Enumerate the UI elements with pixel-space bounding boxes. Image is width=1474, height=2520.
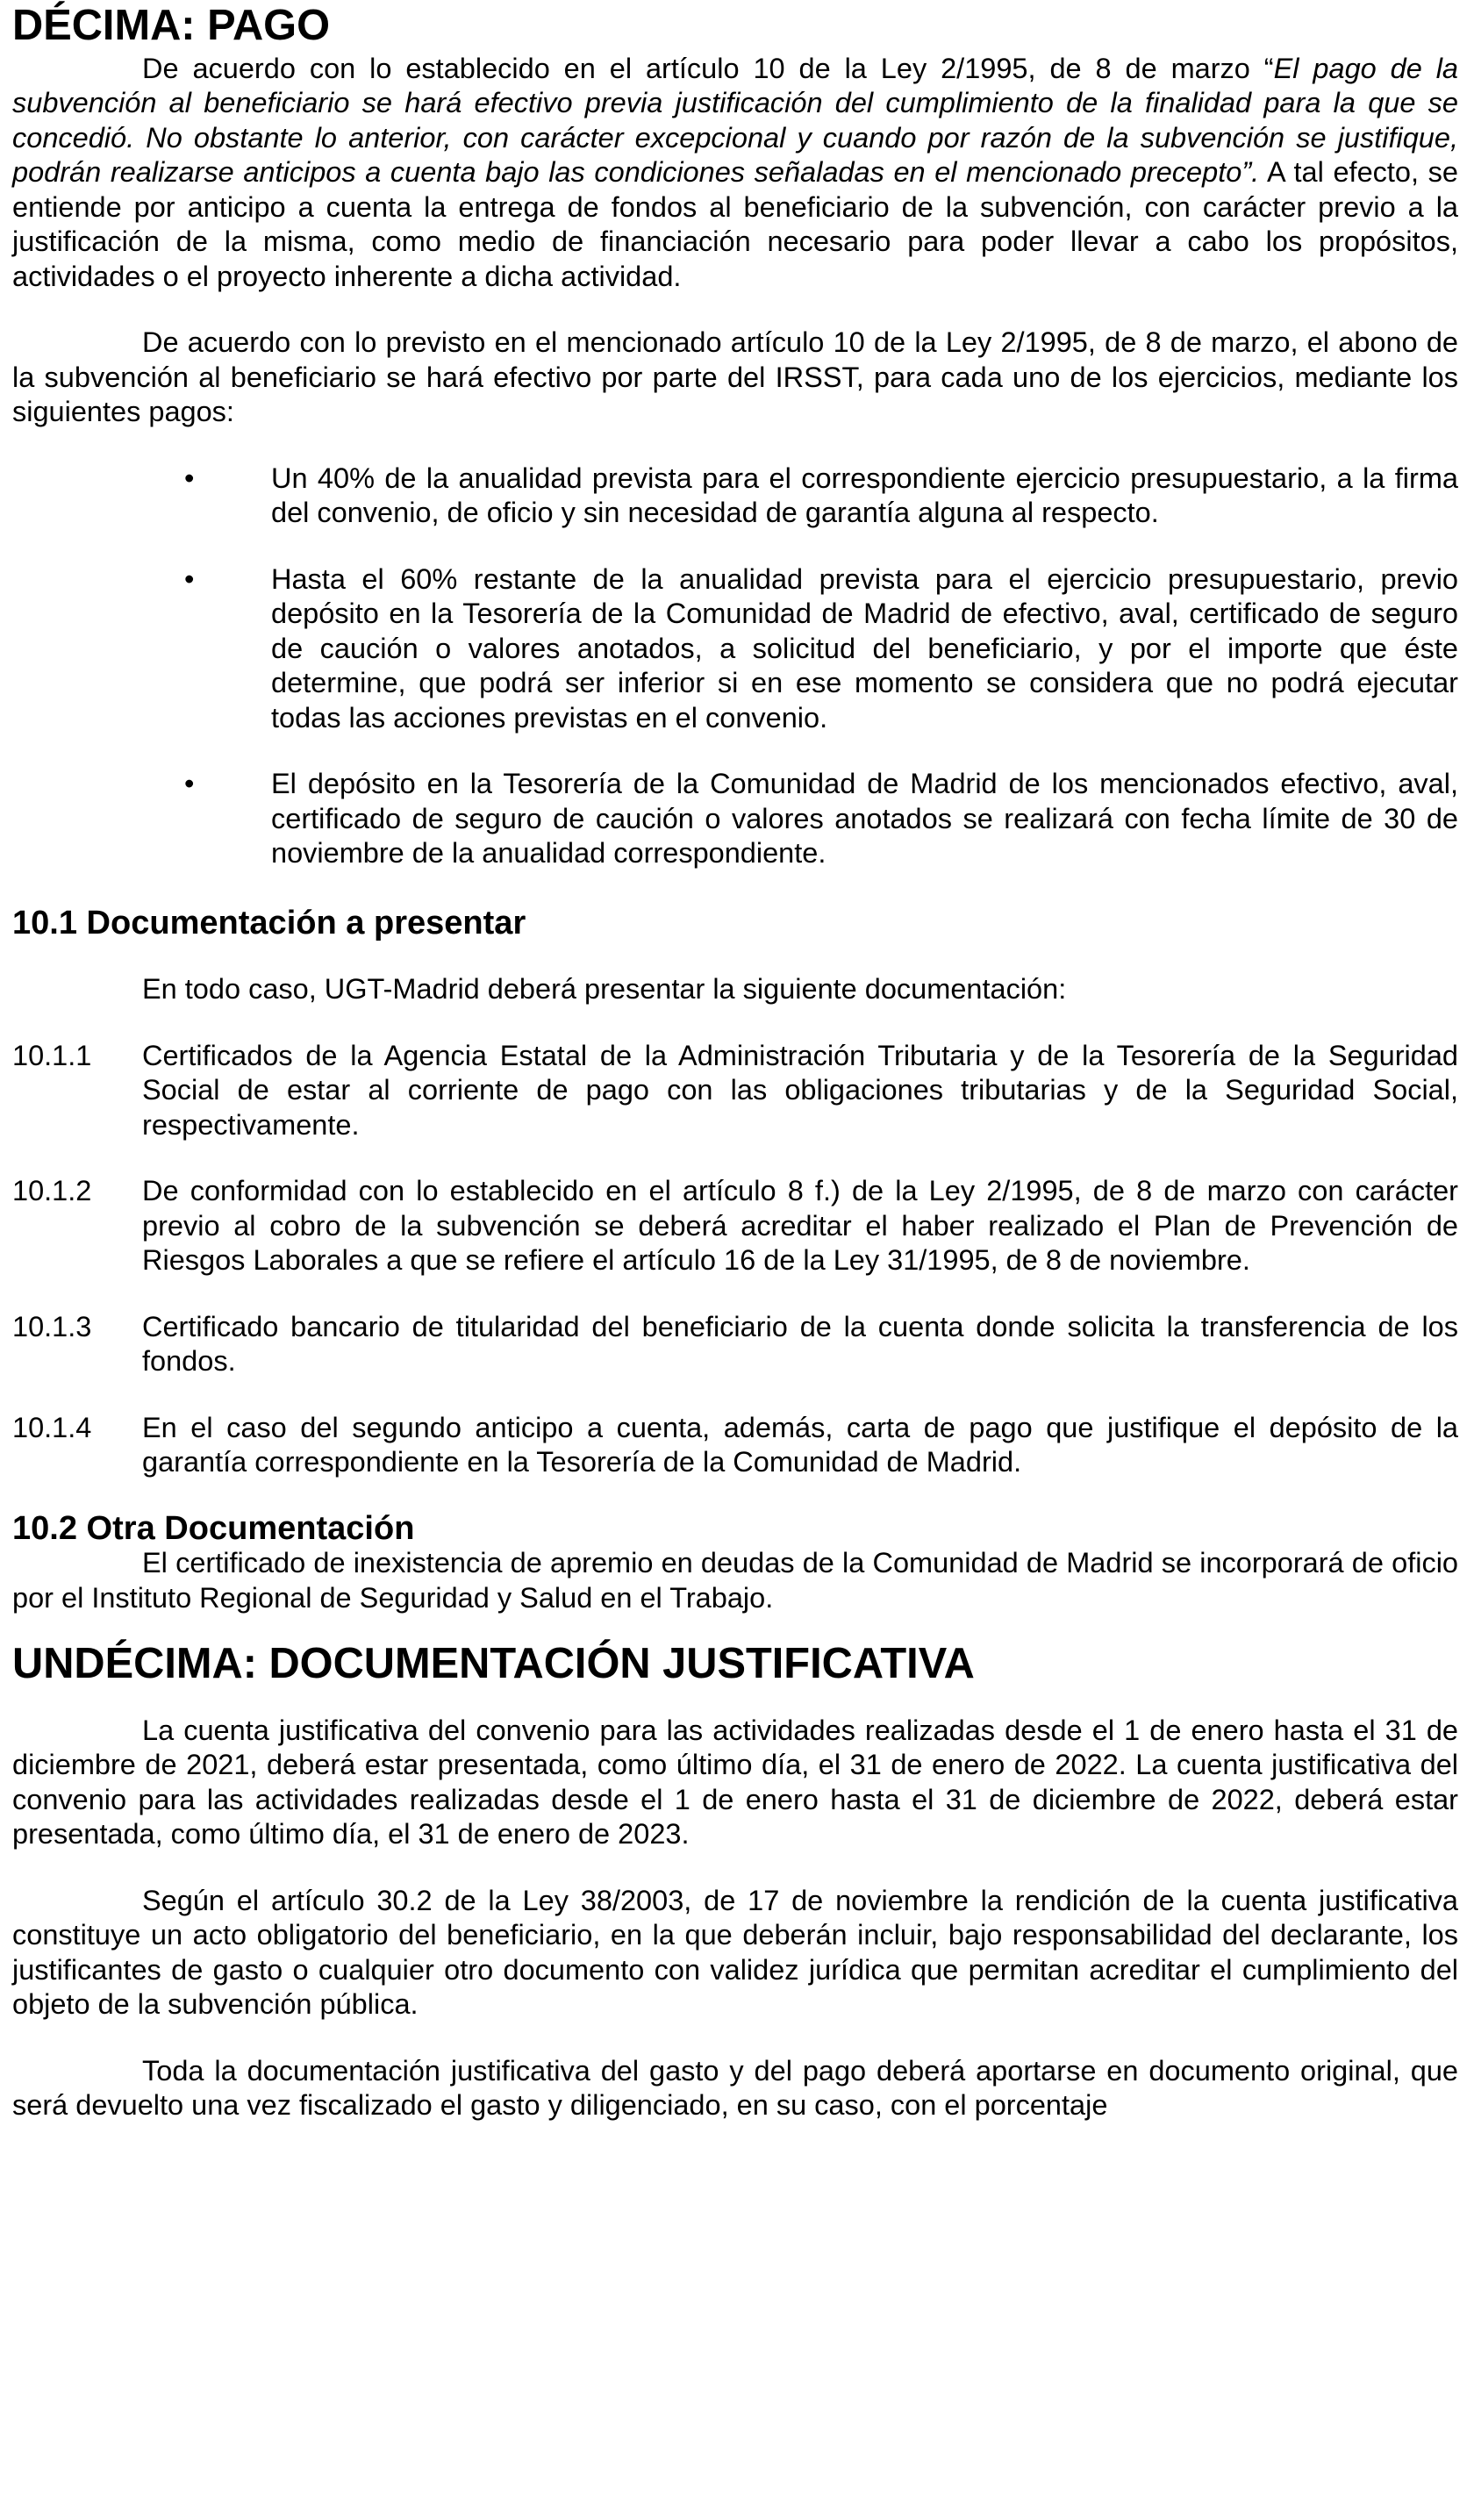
- item-number: 10.1.4: [12, 1411, 92, 1443]
- subsection-heading-10-1: 10.1 Documentación a presentar: [12, 904, 526, 941]
- paragraph-tail-text: A tal efecto, se entiende por anticipo a cuenta la entrega de fondos al beneficiario de la subvención, con carácter previo a la justificación de la misma, como medio de financiación necesario para poder llevar a cabo los propósitos, actividades o el proyecto inherente a dicha actividad.: [12, 156, 1458, 292]
- numbered-item: [12, 1174, 1458, 1278]
- paragraph-lead-text: De acuerdo con lo establecido en el artículo 10 de la Ley 2/1995, de 8 de marzo “: [142, 52, 1274, 84]
- documentation-intro: En todo caso, UGT-Madrid deberá presentar la siguiente documentación:: [142, 973, 1067, 1005]
- item-text: En el caso del segundo anticipo a cuenta, además, carta de pago que justifique el depósito de la garantía correspondiente en la Tesorería de la Comunidad de Madrid.: [142, 1411, 1458, 1478]
- bullet-item: [12, 767, 1458, 871]
- bullet-icon: •: [184, 768, 195, 799]
- section-heading-undecima: UNDÉCIMA: DOCUMENTACIÓN JUSTIFICATIVA: [12, 1640, 975, 1687]
- payment-bullet-list: [12, 462, 1458, 871]
- bullet-item: [12, 562, 1458, 736]
- item-number: 10.1.1: [12, 1039, 92, 1071]
- bullet-icon: •: [184, 562, 195, 595]
- item-text: Certificado bancario de titularidad del beneficiario de la cuenta donde solicita la transferencia de los fondos.: [142, 1310, 1458, 1377]
- section-heading-decima: DÉCIMA: PAGO: [12, 2, 331, 49]
- subsection-heading-10-2: 10.2 Otra Documentación: [12, 1509, 415, 1547]
- numbered-item: [12, 1310, 1458, 1379]
- bullet-text: El depósito en la Tesorería de la Comunidad de Madrid de los mencionados efectivo, aval, certificado de seguro de caución o valores anotados se realizará con fecha límite de 30 de noviembre de la anualidad correspondiente.: [271, 768, 1458, 869]
- numbered-item: [12, 1039, 1458, 1143]
- item-text: De conformidad con lo establecido en el artículo 8 f.) de la Ley 2/1995, de 8 de marzo con carácter previo al cobro de la subvención se deberá acreditar el haber realizado el Plan de Prevención de Riesgos Laborales a que se refiere el artículo 16 de la Ley 31/1995, de 8 de noviembre.: [142, 1175, 1458, 1276]
- paragraph-undecima-3: Toda la documentación justificativa del gasto y del pago deberá aportarse en documento original, que será devuelto una vez fiscalizado el gasto y diligenciado, en su caso, con el porcentaje: [12, 2054, 1458, 2121]
- item-number: 10.1.3: [12, 1310, 92, 1342]
- other-documentation-text: El certificado de inexistencia de apremio en deudas de la Comunidad de Madrid se incorporará de oficio por el Instituto Regional de Seguridad y Salud en el Trabajo.: [12, 1547, 1458, 1614]
- numbered-item: [12, 1411, 1458, 1480]
- paragraph-decima-1: [12, 52, 1458, 295]
- item-text: Certificados de la Agencia Estatal de la Administración Tributaria y de la Tesorería de la Seguridad Social de estar al corriente de pago con las obligaciones tributarias y de la Seguridad Social, respectivamente.: [142, 1039, 1458, 1141]
- bullet-text: Hasta el 60% restante de la anualidad prevista para el ejercicio presupuestario, previo depósito en la Tesorería de la Comunidad de Madrid de efectivo, aval, certificado de seguro de caución o valores anotados, a solicitud del beneficiario, y por el importe que éste determine, que podrá ser inferior si en ese momento se considera que no podrá ejecutar todas las acciones previstas en el convenio.: [271, 562, 1458, 734]
- bullet-item: [12, 462, 1458, 531]
- paragraph-decima-2: De acuerdo con lo previsto en el mencionado artículo 10 de la Ley 2/1995, de 8 de marzo, el abono de la subvención al beneficiario se hará efectivo por parte del IRSST, para cada uno de los ejercicios, mediante los siguientes pagos:: [12, 326, 1458, 427]
- quoted-law-text: El pago de la subvención al beneficiario se hará efectivo previa justificación del cumplimiento de la finalidad para la que se concedió. No obstante lo anterior, con carácter excepcional y cuando por razón de la subvención se justifique, podrán realizarse anticipos a cuenta bajo las condiciones señaladas en el mencionado precepto”.: [12, 52, 1458, 188]
- paragraph-undecima-1: La cuenta justificativa del convenio para las actividades realizadas desde el 1 de enero hasta el 31 de diciembre de 2021, deberá estar presentada, como último día, el 31 de enero de 2022. La cuenta justificativa del convenio para las actividades realizadas desde el 1 de enero hasta el 31 de diciembre de 2022, deberá estar presentada, como último día, el 31 de enero de 2023.: [12, 1714, 1458, 1850]
- bullet-icon: •: [184, 462, 195, 494]
- item-number: 10.1.2: [12, 1175, 92, 1206]
- bullet-text: Un 40% de la anualidad prevista para el correspondiente ejercicio presupuestario, a la firma del convenio, de oficio y sin necesidad de garantía alguna al respecto.: [271, 462, 1458, 528]
- paragraph-undecima-2: Según el artículo 30.2 de la Ley 38/2003, de 17 de noviembre la rendición de la cuenta justificativa constituye un acto obligatorio del beneficiario, en la que deberán incluir, bajo responsabilidad del declarante, los justificantes de gasto o cualquier otro documento con validez jurídica que permitan acreditar el cumplimiento del objeto de la subvención pública.: [12, 1884, 1458, 2020]
